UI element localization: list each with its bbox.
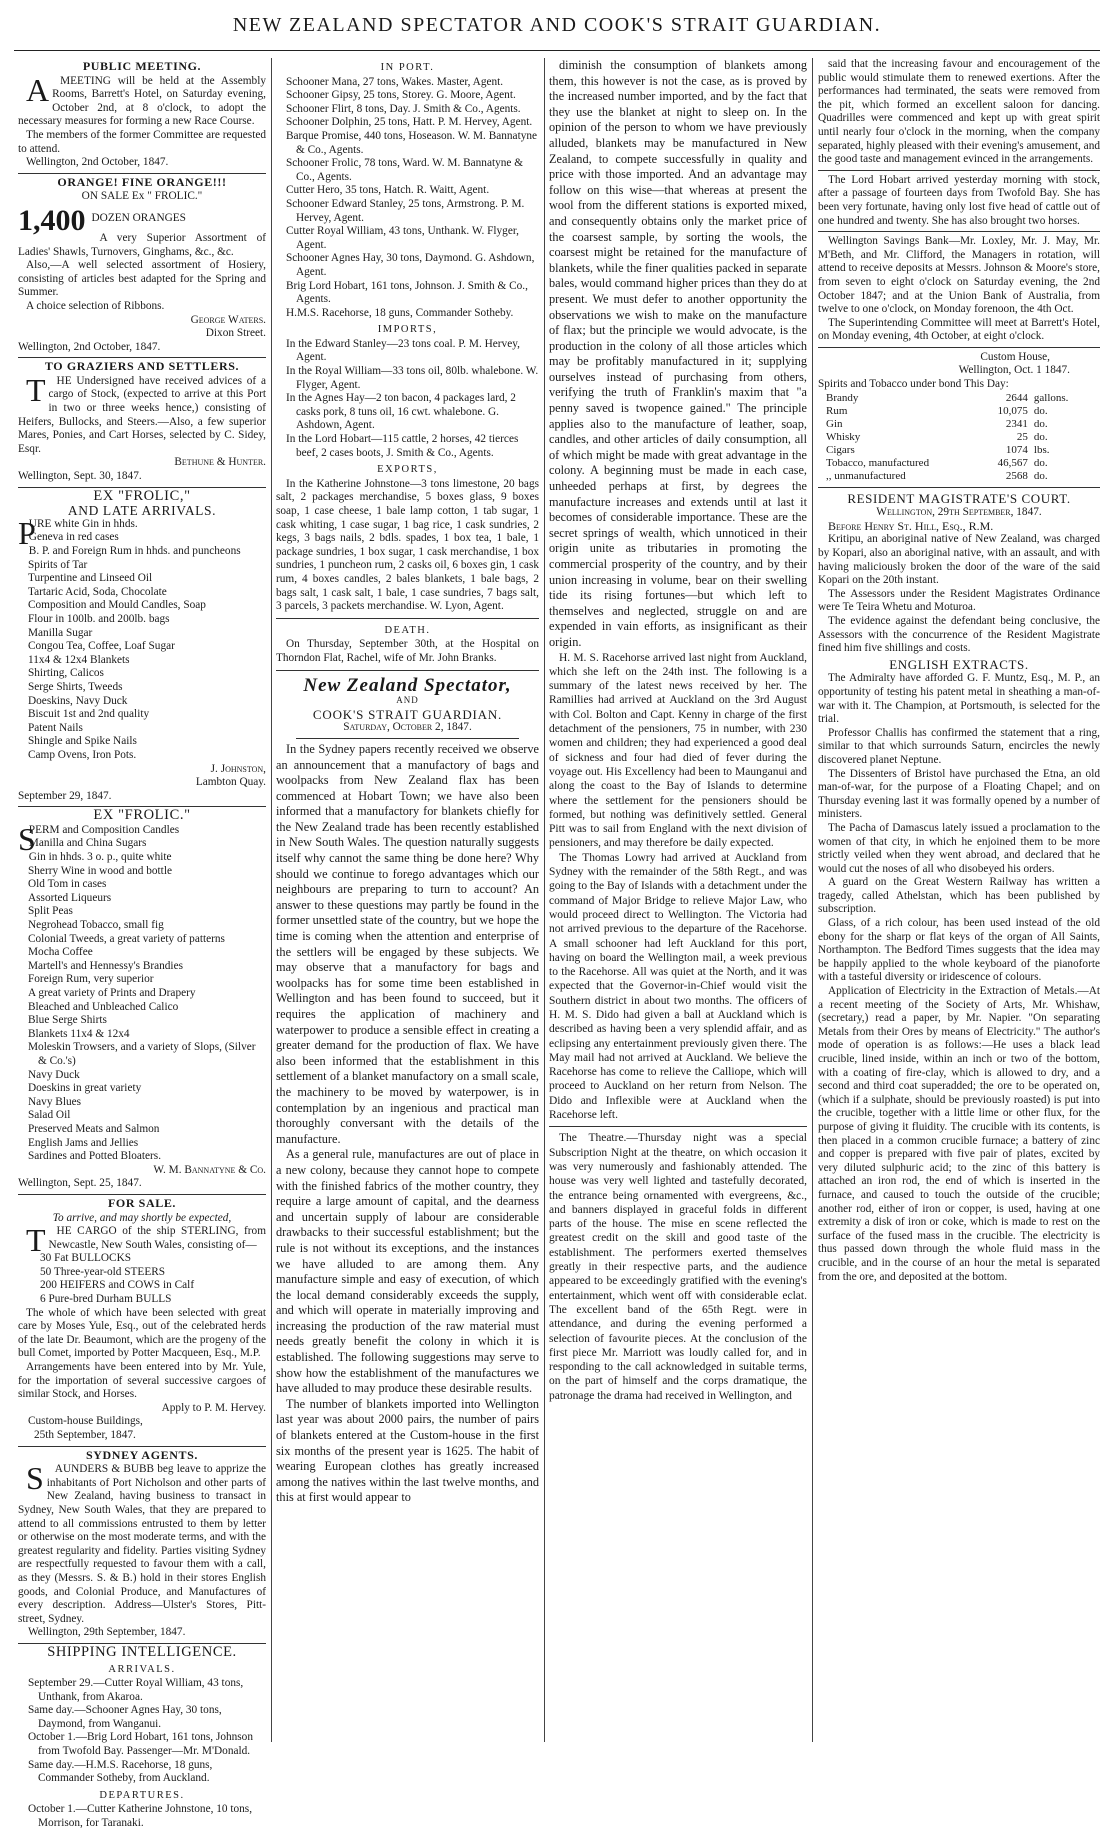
cattle-list [18, 1252, 266, 1306]
list-item: Assorted Liqueurs [28, 891, 112, 904]
shipping-intelligence [18, 1643, 266, 1831]
ad-date: 25th September, 1847. [34, 1429, 136, 1441]
custom-house-intro: Spirits and Tobacco under bond This Day: [818, 378, 1009, 391]
table-cell-unit: lbs. [1033, 443, 1050, 456]
table-cell-qty: 25 [1016, 430, 1028, 443]
table-cell-qty: 2644 [1005, 391, 1028, 404]
bonded-goods-table [826, 392, 1085, 483]
drop-cap: A [26, 71, 50, 108]
ad-body: MEETING will be held at the Assembly Rooms, Barrett's Hotel, on Saturday evening, October 2nd, at 8 o'clock, to adopt the necessary measures for forming a new Race Course. [18, 74, 266, 128]
death-text: On Thursday, September 30th, at the Hospital on Thorndon Flat, Rachel, wife of Mr. John Branks. [276, 638, 539, 664]
court-heading: RESIDENT MAGISTRATE'S COURT. [847, 490, 1071, 506]
list-item: Sardines and Potted Bloaters. [28, 1150, 162, 1163]
list-item: Same day.—H.M.S. Racehorse, 18 guns, Commander Sotheby, from Auckland. [28, 1758, 213, 1785]
list-item: Tartaric Acid, Soda, Chocolate [28, 585, 167, 598]
list-item: Cutter Hero, 35 tons, Hatch. R. Waitt, Agent. [286, 184, 490, 197]
list-item: Same day.—Schooner Agnes Hay, 30 tons, Daymond, from Wanganui. [28, 1704, 222, 1730]
ad-date: September 29, 1847. [18, 789, 112, 802]
list-item: Patent Nails [28, 721, 83, 734]
list-item: B. P. and Foreign Rum in hhds. and puncheons [28, 545, 241, 557]
list-item: Congou Tea, Coffee, Loaf Sugar [28, 640, 175, 653]
list-item: October 1.—Cutter Katherine Johnstone, 10 tons, Morrison, for Taranaki. [28, 1803, 253, 1830]
table-row [826, 392, 1085, 405]
exports-text: In the Katherine Johnstone—3 tons limestone, 20 bags salt, 2 packages merchandise, 5 boxes glass, 9 boxes soap, 1 case cheese, 1 bale lamp cotton, 1 tab sugar, 1 cask whiting, 1 case sugar, 1 bag rice, 1 cask sundries, 2 kegs, 3 bags nails, 2 bdls. spades, 1 box tea, 1 bale, 1 package sundries, 1 box sugar, 1 cask merchandise, 1 box sundries, 1 puncheon rum, 2 casks oil, 6 boxes gin, 1 cask rum, 4 boxes candles, 2 bales blankets, 1 bale bags, 2 bags salt, 1 cask salt, 1 bale, 1 case sundries, 7 bags salt, 3 parcels, 3 packets merchandise. W. Lyon, Agent. [276, 477, 539, 613]
masthead-rule [14, 50, 1100, 51]
list-item: Spirits of Tar [28, 558, 88, 571]
ad-date: Wellington, 29th September, 1847. [28, 1626, 186, 1639]
list-item: Sherry Wine in wood and bottle [28, 864, 172, 877]
ad-subheading: AND LATE ARRIVALS. [67, 503, 217, 519]
goods-list [18, 514, 266, 763]
table-cell-unit: do. [1033, 469, 1048, 482]
table-cell-item: ,, unmanufactured [826, 469, 906, 482]
article-paragraph: The Lord Hobart arrived yesterday morning with stock, after a passage of fourteen days from Twofold Bay. She has been very fortunate, having only lost five head of cattle out of one hundred and twenty. She has also brought two horses. [818, 173, 1100, 227]
ad-body: HE CARGO of the ship STERLING, from Newcastle, New South Wales, consisting of— [48, 1225, 266, 1251]
list-item: Brig Lord Hobart, 161 tons, Johnson. J. Smith & Co., Agents. [286, 279, 528, 306]
list-item: 50 Three-year-old STEERS [40, 1265, 166, 1278]
list-item: In the Agnes Hay—2 ton bacon, 4 packages lard, 2 casks pork, 8 tuns oil, 16 cwt. whalebone. G. Ashdown, Agent. [286, 392, 516, 432]
ad-body: A very Superior Assortment of Ladies' Shawls, Turnovers, Ginghams, &c., &c. [18, 231, 266, 258]
ad-signature: J. Johnston, [210, 762, 266, 775]
list-item: Martell's and Hennessy's Brandies [28, 959, 183, 972]
arrivals-list [18, 1677, 266, 1786]
title-and: AND [396, 695, 419, 706]
table-row [826, 470, 1085, 483]
table-cell-item: Rum [826, 404, 848, 417]
article-paragraph: H. M. S. Racehorse arrived last night from Auckland, which she left on the 24th inst. The following is a summary of the latest news received by her. The Ramillies had arrived at Auckland on the 3rd August with Col. Bolton and Capt. Kenny in charge of the first detachment of the pensioners, 75 in number, with 230 women and children; they had experienced a good deal of sickness and four had died of fever during the voyage out. His Excellency had been to Maunganui and along the coast to the Bay of Islands to determine where the settlement for the pensioners should be formed, but nothing was definitively settled. General Pitt was to sail from England with the next division of pensioners, and may therefore be daily expected. [549, 651, 807, 850]
list-item: Gin in hhds. 3 o. p., quite white [28, 851, 172, 864]
ad-date: Wellington, Sept. 25, 1847. [18, 1177, 142, 1190]
list-item: Schooner Mana, 27 tons, Wakes. Master, Agent. [286, 75, 504, 88]
table-row [826, 405, 1085, 418]
list-item: In the Royal William—33 tons oil, 80lb. whalebone. W. Flyger, Agent. [286, 365, 539, 391]
table-cell-unit: do. [1033, 430, 1048, 443]
list-item: Moleskin Trowsers, and a variety of Slops, (Silver & Co.'s) [28, 1041, 256, 1067]
article-paragraph: said that the increasing favour and encouragement of the public would stimulate them to renewed exertions. After the performances had terminated, the seats were removed from the pit, which formed an excellent saloon for dancing. Quadrilles were commenced and kept up with great spirit until nearly four o'clock in the morning, when the company separated, highly pleased with their evening's amusement, and the good taste and management evinced in the arrangements. [818, 58, 1100, 166]
table-cell-unit: do. [1033, 404, 1048, 417]
list-item: Turpentine and Linseed Oil [28, 572, 153, 585]
table-cell-unit: do. [1033, 417, 1048, 430]
list-item: Negrohead Tobacco, small fig [28, 919, 164, 932]
subsection-heading: IN PORT. [380, 62, 435, 73]
rule [818, 347, 1100, 348]
rule [818, 487, 1100, 488]
column-rule [544, 58, 545, 1742]
list-item: Manilla and China Sugars [28, 837, 147, 850]
ad-subheading: ON SALE Ex " FROLIC." [81, 190, 203, 203]
list-item: September 29.—Cutter Royal William, 43 tons, Unthank, from Akaroa. [28, 1677, 244, 1703]
ad-body: Also,—A well selected assortment of Hosiery, consisting of articles best adapted for the Spring and Summer. [18, 259, 266, 299]
list-item: Schooner Flirt, 8 tons, Day. J. Smith & Co., Agents. [286, 102, 521, 115]
ad-subheading: To arrive, and may shortly be expected, [52, 1211, 232, 1224]
newspaper-title: New Zealand Spectator, [303, 674, 512, 696]
list-item: Schooner Edward Stanley, 25 tons, Armstrong. P. M. Hervey, Agent. [286, 197, 525, 224]
list-item: A great variety of Prints and Drapery [28, 987, 196, 999]
table-cell-unit: gallons. [1033, 391, 1069, 404]
imports-list [276, 338, 539, 460]
rule [296, 738, 519, 739]
court-paragraph: The evidence against the defendant being conclusive, the Assessors with the concurrence of the Resident Magistrate fined him five shillings and costs. [818, 615, 1100, 655]
ad-for-sale [18, 1197, 266, 1447]
rule [549, 1126, 807, 1127]
table-cell-item: Tobacco, manufactured [826, 456, 930, 469]
subsection-heading: DEATH. [384, 624, 431, 636]
ad-body: A choice selection of Ribbons. [26, 299, 165, 312]
subsection-heading: IMPORTS, [377, 324, 438, 336]
table-row [826, 444, 1085, 457]
ad-body: AUNDERS & BUBB beg leave to apprize the inhabitants of Port Nicholson and other parts of New Zealand, having business to transact in Sydney, New South Wales, that they are prepared to attend to all commissions entrusted to them by letter or otherwise on the most moderate terms, and with the greatest regularity and fidelity. Parties visiting Sydney are respectfully requested to favour them with a call, as they (Messrs. S. & B.) hold in their stores English goods, and Colonial Produce, and Manufactures of every description. Address—Ulster's Stores, Pitt-street, Sydney. [18, 1463, 266, 1625]
ad-address: Dixon Street. [205, 327, 266, 340]
ad-heading: FOR SALE. [107, 1195, 177, 1210]
article-paragraph: The Thomas Lowry had arrived at Auckland from Sydney with the remainder of the 58th Regt., and was going to the Bay of Islands with a detachment under the command of Major Bridge to relieve Major Law, who would proceed direct to Wellington. The Victoria had not arrived previous to the departure of the Racehorse. A small schooner had left Auckland for this port, having on board the Wellington mail, a week previous to the Racehorse. All was quiet at the North, and it was expected that the Governor-in-Chief would visit the Southern district in about two months. The officers of H. M. S. Dido had given a ball at Auckland which is described as having been a very splendid affair, and as eclipsing any entertainment previously given there. The May mail had not arrived at Auckland. We believe the Racehorse has come to relieve the Calliope, which will proceed to Auckland on her return from Nelson. The Dido and Inflexible were at Auckland when the Racehorse left. [549, 851, 807, 1122]
rule [818, 231, 1100, 232]
list-item: Biscuit 1st and 2nd quality [28, 708, 150, 721]
departures-list [18, 1803, 266, 1830]
list-item: 11x4 & 12x4 Blankets [28, 653, 130, 666]
list-item: Salad Oil [28, 1109, 71, 1122]
ad-signature: Bethune & Hunter. [174, 456, 266, 469]
drop-cap: S [18, 820, 36, 857]
title-subtitle: COOK'S STRAIT GUARDIAN. [312, 706, 503, 722]
table-cell-qty: 1074 [1005, 443, 1028, 456]
list-item: Geneva in red cases [28, 531, 119, 544]
list-item: Camp Ovens, Iron Pots. [28, 748, 137, 761]
table-cell-qty: 2568 [1005, 469, 1028, 482]
ad-heading: SYDNEY AGENTS. [86, 1447, 198, 1462]
ad-date: Wellington, Sept. 30, 1847. [18, 470, 142, 483]
ad-oranges [18, 176, 266, 359]
editorial-paragraph: In the Sydney papers recently received we observe an announcement that a manufactory of bags and woolpacks from New Zealand flax has been commenced at Hobart Town; we have also been informed that a manufactory for blankets chiefly for the New Zealand trade has been recently established in New South Wales. The question naturally suggests itself why cannot the same thing be done here? Why should we continue to forego advantages which our neighbours are preparing to turn to account? An answer to these questions may partly be found in the former unsettled state of the country, but we hope the time is coming when the attention and enterprise of the settlers will be engaged by these subjects. We may observe that a manufactory for bags and woolpacks has for some time been established in Wellington and has been found to succeed, but it requires the application of machinery and waterpower to produce a sensible effect in creating a greater demand for the production of flax. We have also been informed that the establishment in this settlement of a blanket manufactory on a small scale, the machinery to be moved by waterpower, is in contemplation by an ingenious and practical man thoroughly conversant with the details of the manufacture. [276, 741, 539, 1146]
court-paragraph: Kritipu, an aboriginal native of New Zealand, was charged by Kopari, also an aboriginal native, with an assault, and with having maliciously broken the door of the ware of the said Kopari on the 20th instant. [818, 533, 1100, 587]
list-item: Mocha Coffee [28, 946, 93, 959]
column-rule [812, 58, 813, 1742]
table-row [826, 431, 1085, 444]
extract-paragraph: The Dissenters of Bristol have purchased the Etna, an old man-of-war, for the purpose of a Floating Chapel; and on Thursday evening last it was formally opened by a number of ministers. [818, 767, 1100, 821]
list-item: Blankets 11x4 & 12x4 [28, 1027, 130, 1040]
ad-address: Custom-house Buildings, [28, 1415, 143, 1428]
ad-heading: EX "FROLIC," [93, 487, 191, 504]
custom-house-date: Wellington, Oct. 1 1847. [958, 364, 1070, 377]
ad-frolic-late-arrivals [18, 487, 266, 808]
article-paragraph: The Theatre.—Thursday night was a special Subscription Night at the theatre, on which occasion it was very numerously and fashionably attended. The house was very well lighted and tastefully decorated, the entrance being ornamented with evergreens, &c., and banners displayed in graceful folds in different parts of the house. The mise en scene reflected the greatest credit on the skill and good taste of the establishment. The performers exerted themselves greatly in their respective parts, and the audience appeared to be exceedingly gratified with the evening's entertainment, which went off with considerable eclat. The excellent band of the 65th Regt. were in attendance, and during the evening performed a selection of favourite pieces. At the conclusion of the first piece Mr. Marriott was loudly called for, and in responding to the call acknowledged in suitable terms, on the part of himself and the corps dramatique, the patronage the drama had received in Wellington, and [549, 1132, 807, 1402]
list-item: 200 HEIFERS and COWS in Calf [40, 1279, 195, 1292]
editorial-paragraph: As a general rule, manufactures are out of place in a new colony, because they cannot hope to compete with the finished fabrics of the mother country, they require a large amount of capital, and the dearness and uncertain supply of labour are considerable drawbacks to their successful establishment; but the rule is not without its exceptions, and the instances we have alluded to are among them. Any manufacture simple and easy of execution, of which the local demand considerably exceeds the supply, and which will operate in materially improving and increasing the production of the raw material must needs greatly benefit the colony in which it is established. The following suggestions may serve to show how the establishment of the manufactures we have alluded to may produce these desirable results. [276, 1147, 539, 1396]
extract-paragraph: The Admiralty have afforded G. F. Muntz, Esq., M. P., an opportunity of testing his patent metal in sheathing a man-of-war with it. The Champion, at Portsmouth, is selected for the trial. [818, 672, 1100, 726]
court-before: Before Henry St. Hill, Esq., R.M. [828, 518, 994, 533]
list-item: October 1.—Brig Lord Hobart, 161 tons, Johnson from Twofold Bay. Passenger—Mr. M'Donald. [28, 1731, 253, 1758]
issue-date: Saturday, October 2, 1847. [343, 721, 472, 734]
list-item: Schooner Dolphin, 25 tons, Hatt. P. M. Hervey, Agent. [286, 116, 533, 129]
masthead: NEW ZEALAND SPECTATOR AND COOK'S STRAIT GUARDIAN. [232, 14, 882, 36]
extract-paragraph: A guard on the Great Western Railway has written a tragedy, called Athelstan, which has been published by subscription. [818, 876, 1100, 916]
list-item: Schooner Gipsy, 25 tons, Storey. G. Moore, Agent. [286, 89, 516, 102]
editorial-title [276, 670, 539, 739]
column-1 [18, 58, 266, 1830]
list-item: Shingle and Spike Nails [28, 735, 137, 748]
ad-signature: George Waters. [190, 313, 266, 326]
extracts-heading: ENGLISH EXTRACTS. [889, 656, 1029, 672]
death-notice [276, 618, 539, 666]
ad-heading: EX "FROLIC." [93, 807, 191, 824]
ad-heading: PUBLIC MEETING. [82, 59, 202, 73]
table-cell-item: Cigars [826, 443, 855, 456]
list-item: Foreign Rum, very superior [28, 973, 154, 986]
ad-heading: ORANGE! FINE ORANGE!!! [57, 174, 227, 189]
column-rule [271, 58, 272, 1742]
in-port-list [276, 76, 539, 321]
table-cell-item: Whisky [826, 430, 861, 443]
extract-paragraph: Application of Electricity in the Extraction of Metals.—At a recent meeting of the Society of Arts, Mr. Whishaw, (secretary,) read a paper, by Mr. Napier. "On separating Metals from their Ores by means of Electricity." The author's mode of operation is as follows:—He uses a black lead crucible, lined inside, within an inch or two of the bottom, with a coating of fire-clay, which is allowed to dry, and a second and third coat superadded; the ore to be operated on, (which if a sulphate, should be previously roasted) is put into the crucible, together with a little lime or other flux, for the purpose of giving it fluidity. The crucible with its contents, is then placed in a common crucible furnace; a battery of zinc and copper is prepared with five pair of plates, excited by very diluted sulphuric acid; to the zinc of this battery is attached an iron rod, the end of which is inserted in the furnace, and caused to touch the outside of the crucible; another rod, either of iron or copper, is used, having at one extremity a disk of iron or coke, which is made to rest on the surface of the fused mass in the crucible. The electricity is thus passed down through the whole fluid mass in the crucible, and in the course of an hour the metal is separated from the ore, and deposited at the bottom. [818, 985, 1100, 1283]
column-3 [549, 58, 807, 1742]
rule [818, 170, 1100, 171]
list-item: Composition and Mould Candles, Soap [28, 599, 206, 612]
table-cell-qty: 46,567 [997, 456, 1028, 469]
editorial-body [276, 742, 539, 1506]
list-item: Manilla Sugar [28, 626, 93, 639]
subsection-heading: ARRIVALS. [108, 1663, 176, 1675]
ad-graziers [18, 360, 266, 487]
goods-list [18, 820, 266, 1164]
drop-cap: T [26, 371, 46, 408]
ad-sydney-agents [18, 1449, 266, 1644]
table-row [826, 418, 1085, 431]
list-item: 30 Fat BULLOCKS [40, 1252, 132, 1265]
list-item: English Jams and Jellies [28, 1136, 139, 1149]
custom-house-heading: Custom House, [980, 350, 1050, 363]
drop-cap: S [26, 1460, 44, 1497]
list-item: Colonial Tweeds, a great variety of patterns [28, 932, 225, 945]
table-cell-qty: 2341 [1005, 417, 1028, 430]
section-heading: SHIPPING INTELLIGENCE. [47, 1643, 237, 1660]
article-paragraph: The Superintending Committee will meet at Barrett's Hotel, on Monday evening, 4th October, at eight o'clock. [818, 316, 1100, 343]
list-item: Doeskins in great variety [28, 1082, 142, 1095]
orange-quantity: 1,400 [18, 203, 86, 237]
ad-date: Wellington, 2nd October, 1847. [26, 156, 169, 169]
drop-cap: P [18, 514, 36, 551]
article-paragraph: diminish the consumption of blankets among them, this however is not the case, as is proved by the increased number imported, and by the fact that they use the blanket at night to sleep on. In the opinion of the person to whom we have previously alluded, blankets may be manufactured in New Zealand, to compete successfully in quality and price with those imported. And an advantage may follow on this wise—that whereas at present the wool from the different stations is exported mixed, and consequently obtains only the market price of the coarsest sample, by sorting the wools, the coarsest might be retained for the manufacture of blankets, while the finer qualities packed in separate bales, would command higher prices than they do at present. We must defer to another opportunity the observations we wish to make on the manufacture of flax; but the principle we would advocate, is the production in the colony of all those articles which may be profitably manufactured in it; supplying ourselves instead of purchasing from others, verifying the truth of Franklin's maxim that "a penny saved is twopence gained." The principle applies also to the manufacture of leather, soap, candles, and other articles of daily consumption, all of which might be made with great advantage in the colony. A beginning must be made in each case, unheeded perhaps at first, by degrees the manufacture increases and extends until at last it becomes of considerable importance. These are the secret springs of wealth, which unnoticed in their origin unite as tributaries in promoting the commercial prosperity of the country, and by their union increasing in volume, bear on their swelling tide its rising fortunes—but which left to themselves and neglected, struggle on and are expended in vain efforts, as insignificant as their origin. [549, 58, 807, 649]
list-item: In the Lord Hobart—115 cattle, 2 horses, 42 tierces beef, 2 cases boots, J. Smith & Co., Agents. [286, 433, 519, 459]
extracts-body [818, 672, 1100, 1284]
ad-signature: Apply to P. M. Hervey. [161, 1401, 266, 1414]
list-item: Blue Serge Shirts [28, 1014, 107, 1027]
ad-body: HE Undersigned have received advices of a cargo of Stock, (expected to arrive at this Port in two or three weeks hence,) consisting of Heifers, Bullocks, and Steers.—Also, a few superior Mares, Ponies, and Cart Horses, selected by C. Sidey, Esqr. [18, 374, 266, 455]
list-item: Navy Blues [28, 1095, 82, 1108]
list-item: Old Tom in cases [28, 878, 107, 891]
extract-paragraph: Glass, of a rich colour, has been used instead of the old ebony for the sharp or flat keys of the organ of All Saints, Northampton. The Bedford Times suggests that the idea may be happily applied to the whole keyboard of the pianoforte with a tasteful diversity or iridescence of colours. [818, 917, 1100, 984]
list-item: Navy Duck [28, 1068, 80, 1081]
list-item: URE white Gin in hhds. [28, 517, 138, 530]
editorial-paragraph: The number of blankets imported into Wellington last year was about 2000 pairs, the number of pairs of blankets entered at the Custom-house in the first six months of the present year is 1625. The habit of wearing European clothes has greatly increased among the natives within the last twelve months, and this at first would appear to [276, 1396, 539, 1505]
list-item: Schooner Frolic, 78 tons, Ward. W. M. Bannatyne & Co., Agents. [286, 157, 524, 183]
table-cell-qty: 10,075 [997, 404, 1028, 417]
court-date: Wellington, 29th September, 1847. [876, 506, 1042, 519]
list-item: PERM and Composition Candles [28, 823, 180, 836]
list-item: H.M.S. Racehorse, 18 guns, Commander Sotheby. [286, 306, 514, 319]
ad-body: Arrangements have been entered into by Mr. Yule, for the importation of several successive cargoes of similar Stock, and Horses. [18, 1361, 266, 1401]
extract-paragraph: Professor Challis has confirmed the statement that a ring, similar to that which surrounds Saturn, encircles the newly discovered planet Neptune. [818, 726, 1100, 766]
extract-paragraph: The Pacha of Damascus lately issued a proclamation to the women of that city, in which he enjoined them to be more strictly veiled when they went abroad, and declared that he would cut the noses of all who disobeyed his orders. [818, 821, 1100, 875]
subsection-heading: DEPARTURES. [99, 1789, 185, 1801]
list-item: Split Peas [28, 905, 73, 918]
list-item: Shirting, Calicos [28, 667, 104, 680]
article-paragraph: Wellington Savings Bank—Mr. Loxley, Mr. J. May, Mr. M'Beth, and Mr. Clifford, the Managers in rotation, will attend to receive deposits at Messrs. Johnson & Moore's store, from seven to eight o'clock on Saturday evening, the 2nd October 1847; and at the Union Bank of Australia, from twelve to one o'clock, on Monday forenoon, the 4th Oct. [818, 235, 1100, 316]
list-item: In the Edward Stanley—23 tons coal. P. M. Hervey, Agent. [286, 337, 520, 364]
court-paragraph: The Assessors under the Resident Magistrates Ordinance were Te Teira Whetu and Moturoa. [818, 587, 1100, 614]
list-item: Flour in 100lb. and 200lb. bags [28, 612, 170, 625]
ad-body: The members of the former Committee are requested to attend. [18, 128, 266, 155]
drop-cap: T [26, 1222, 46, 1259]
ad-address: Lambton Quay. [195, 776, 266, 789]
ad-public-meeting [18, 60, 266, 174]
ad-frolic-goods [18, 809, 266, 1195]
list-item: Schooner Agnes Hay, 30 tons, Daymond. G. Ashdown, Agent. [286, 252, 535, 278]
column-4 [818, 58, 1100, 1742]
list-item: Preserved Meats and Salmon [28, 1122, 160, 1135]
table-cell-unit: do. [1033, 456, 1048, 469]
list-item: Bleached and Unbleached Calico [28, 1000, 179, 1013]
column-2 [276, 58, 539, 1742]
list-item: 6 Pure-bred Durham BULLS [40, 1293, 172, 1306]
orange-label: DOZEN ORANGES [91, 211, 186, 224]
subsection-heading: EXPORTS, [377, 464, 438, 476]
list-item: Barque Promise, 440 tons, Hoseason. W. M. Bannatyne & Co., Agents. [286, 129, 538, 156]
ad-date: Wellington, 2nd October, 1847. [18, 340, 161, 353]
ad-body: The whole of which have been selected with great care by Moses Yule, Esq., out of the celebrated herds of the late Dr. Beaumont, which are the progeny of the bull Comet, imported by Potter Macqueen, Esq., M.P. [18, 1306, 266, 1360]
ad-heading: TO GRAZIERS AND SETTLERS. [44, 359, 240, 374]
ad-signature: W. M. Bannatyne & Co. [153, 1163, 266, 1176]
list-item: Doeskins, Navy Duck [28, 694, 128, 707]
table-cell-item: Brandy [826, 391, 859, 404]
list-item: Cutter Royal William, 43 tons, Unthank. W. Flyger, Agent. [286, 225, 519, 251]
table-row [826, 457, 1085, 470]
list-item: Serge Shirts, Tweeds [28, 680, 123, 693]
table-cell-item: Gin [826, 417, 843, 430]
